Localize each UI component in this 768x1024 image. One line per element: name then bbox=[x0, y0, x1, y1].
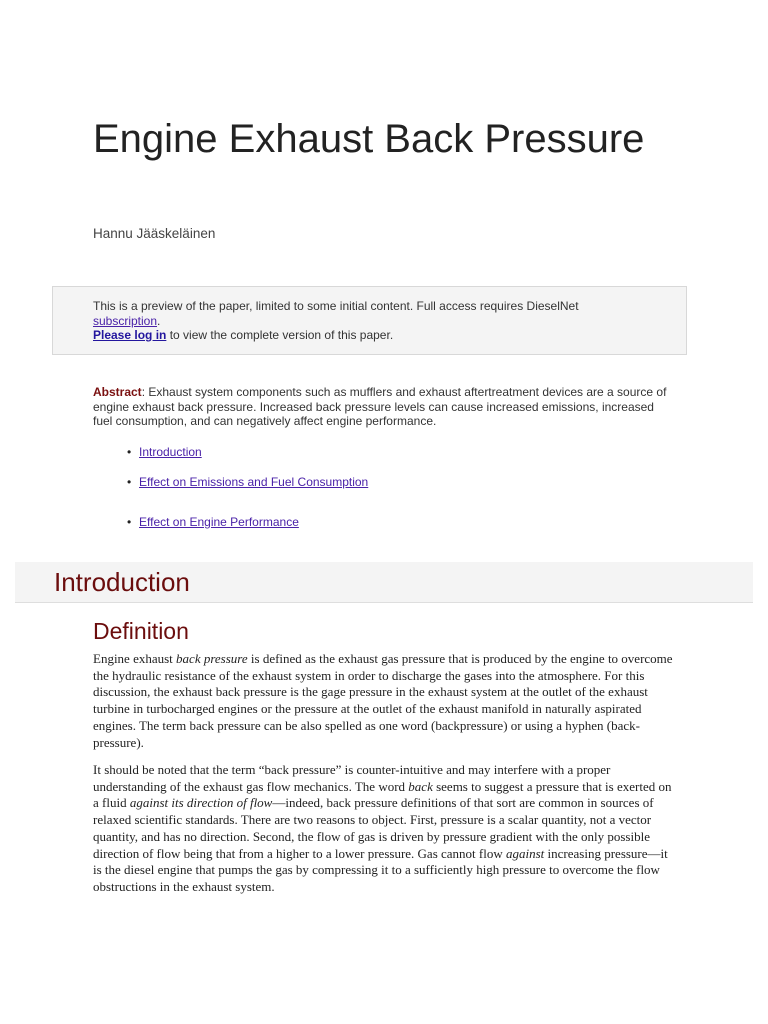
bullet-icon: • bbox=[127, 515, 132, 529]
toc-item bbox=[127, 475, 368, 489]
bullet-icon: • bbox=[127, 475, 132, 489]
text-run: seems to suggest a pressure that is exerted on a fluid bbox=[93, 778, 672, 811]
page-title: Engine Exhaust Back Pressure bbox=[93, 117, 645, 161]
bullet-icon: • bbox=[127, 445, 132, 459]
section-header-band bbox=[15, 562, 753, 603]
author-name: Hannu Jääskeläinen bbox=[93, 226, 216, 241]
toc-item bbox=[127, 445, 202, 459]
text-run: Engine exhaust bbox=[93, 651, 177, 666]
paragraph-definition bbox=[93, 651, 678, 751]
toc-link-performance[interactable]: Effect on Engine Performance bbox=[139, 515, 299, 529]
toc-item bbox=[127, 515, 299, 529]
emphasis: against bbox=[506, 845, 545, 861]
text-run: increasing pressure—it is the diesel engine that pumps the gas by compressing it to a sufficiently high pressure to overcome the flow obstructions in the exhaust system. bbox=[93, 845, 668, 894]
abstract-separator: : bbox=[141, 385, 149, 399]
emphasis: back bbox=[408, 778, 433, 794]
subsection-heading: Definition bbox=[93, 618, 189, 644]
notice-login-text: to view the complete version of this paper. bbox=[166, 328, 394, 342]
preview-notice bbox=[52, 286, 687, 355]
notice-period: . bbox=[157, 313, 161, 328]
section-heading: Introduction bbox=[54, 567, 190, 597]
text-run: —indeed, back pressure definitions of that sort are common in sources of relaxed scientific standards. There are two reasons to object. First, pressure is a scalar quantity, not a vector quantity, and has no direction. Second, the flow of gas is driven by pressure gradient with the only possible direction of flow being that from a higher to a lower pressure. Gas cannot flow bbox=[93, 795, 654, 861]
subscription-link[interactable]: subscription bbox=[93, 313, 158, 328]
emphasis: back pressure bbox=[176, 651, 248, 666]
abstract bbox=[93, 385, 668, 429]
login-link[interactable]: Please log in bbox=[93, 328, 167, 342]
emphasis: against its direction of flow bbox=[129, 795, 273, 811]
toc-link-emissions[interactable]: Effect on Emissions and Fuel Consumption bbox=[139, 475, 369, 489]
toc-link-introduction[interactable]: Introduction bbox=[139, 445, 202, 459]
text-run: It should be noted that the term “back pressure” is counter-intuitive and may interfere with a proper understanding of the exhaust gas flow mechanics. The word bbox=[93, 762, 611, 794]
notice-text: This is a preview of the paper, limited to some initial content. Full access requires DieselNet bbox=[93, 299, 579, 313]
paragraph-note bbox=[93, 762, 678, 896]
text-run: is defined as the exhaust gas pressure that is produced by the engine to overcome the hydraulic resistance of the exhaust system in order to discharge the gases into the atmosphere. For this discussion, the exhaust back pressure is the gage pressure in the exhaust system at the outlet of the exhaust turbine in turbocharged engines or the pressure at the outlet of the exhaust manifold in naturally aspirated engines. The term back pressure can be also spelled as one word (backpressure) or using a hyphen (back-pressure). bbox=[93, 651, 673, 750]
abstract-label: Abstract bbox=[93, 385, 142, 399]
abstract-text: Exhaust system components such as mufflers and exhaust aftertreatment devices are a source of engine exhaust back pressure. Increased back pressure levels can cause increased emissions, increased fuel consumption, and can negatively affect engine performance. bbox=[93, 385, 667, 428]
